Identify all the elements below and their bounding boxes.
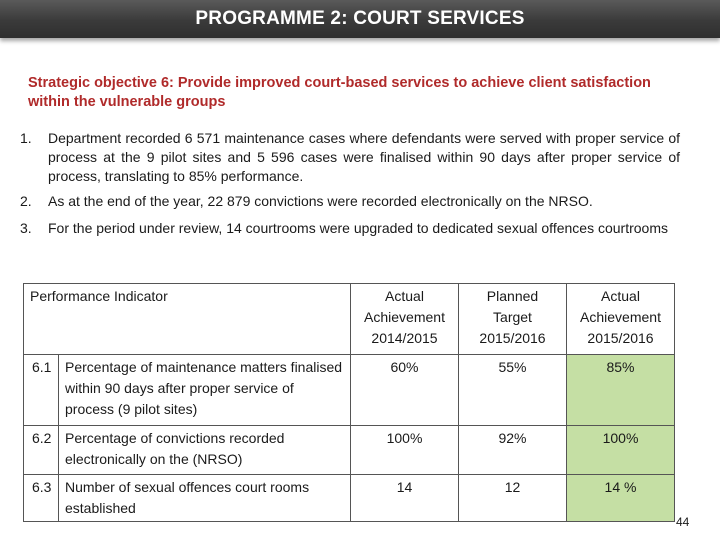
table-row <box>24 355 675 426</box>
header-line: Planned <box>486 288 539 304</box>
title-bar <box>0 0 720 38</box>
header-line: 2015/2016 <box>479 330 546 346</box>
list-item <box>20 192 680 211</box>
row-indicator: Percentage of maintenance matters finalised within 90 days after proper service of process (9 pilot sites) <box>59 355 351 426</box>
header-line: Achievement <box>580 309 661 325</box>
header-indicator: Performance Indicator <box>24 284 351 355</box>
header-line: 2014/2015 <box>371 330 438 346</box>
key-points-list <box>20 129 680 238</box>
list-item-text: For the period under review, 14 courtrooms were upgraded to dedicated sexual offences courtrooms <box>48 220 668 236</box>
row-actual-prev: 60% <box>351 355 459 426</box>
page-title: PROGRAMME 2: COURT SERVICES <box>195 8 525 29</box>
header-planned-2015 <box>459 284 567 355</box>
list-item-number: 3. <box>20 220 32 236</box>
row-actual: 100% <box>567 426 675 475</box>
table-row <box>24 475 675 522</box>
list-item-text: As at the end of the year, 22 879 convictions were recorded electronically on the NRSO. <box>48 193 593 209</box>
row-target: 55% <box>459 355 567 426</box>
list-item-text: Department recorded 6 571 maintenance cases where defendants were served with proper service of process at the 9 pilot sites and 5 596 cases were finalised within 90 days after proper service of process, translating to 85% performance. <box>48 130 680 184</box>
performance-table <box>23 283 675 522</box>
row-actual-prev: 100% <box>351 426 459 475</box>
row-number: 6.1 <box>24 355 59 426</box>
row-target: 12 <box>459 475 567 522</box>
row-actual-prev: 14 <box>351 475 459 522</box>
header-actual-2015 <box>567 284 675 355</box>
list-item <box>20 219 680 238</box>
row-actual: 14 % <box>567 475 675 522</box>
header-actual-2014 <box>351 284 459 355</box>
row-indicator: Percentage of convictions recorded electronically on the (NRSO) <box>59 426 351 475</box>
header-line: 2015/2016 <box>587 330 654 346</box>
list-item-number: 2. <box>20 193 32 209</box>
table-header-row <box>24 284 675 355</box>
row-number: 6.3 <box>24 475 59 522</box>
row-indicator: Number of sexual offences court rooms established <box>59 475 351 522</box>
header-line: Achievement <box>364 309 445 325</box>
header-line: Actual <box>385 288 424 304</box>
row-actual: 85% <box>567 355 675 426</box>
page-number: 44 <box>676 515 690 529</box>
list-item-number: 1. <box>20 130 32 146</box>
list-item <box>20 129 680 186</box>
row-number: 6.2 <box>24 426 59 475</box>
table-row <box>24 426 675 475</box>
header-line: Actual <box>601 288 640 304</box>
strategic-objective: Strategic objective 6: Provide improved court-based services to achieve client satisfaction within the vulnerable groups <box>28 75 651 110</box>
row-target: 92% <box>459 426 567 475</box>
header-line: Target <box>493 309 532 325</box>
